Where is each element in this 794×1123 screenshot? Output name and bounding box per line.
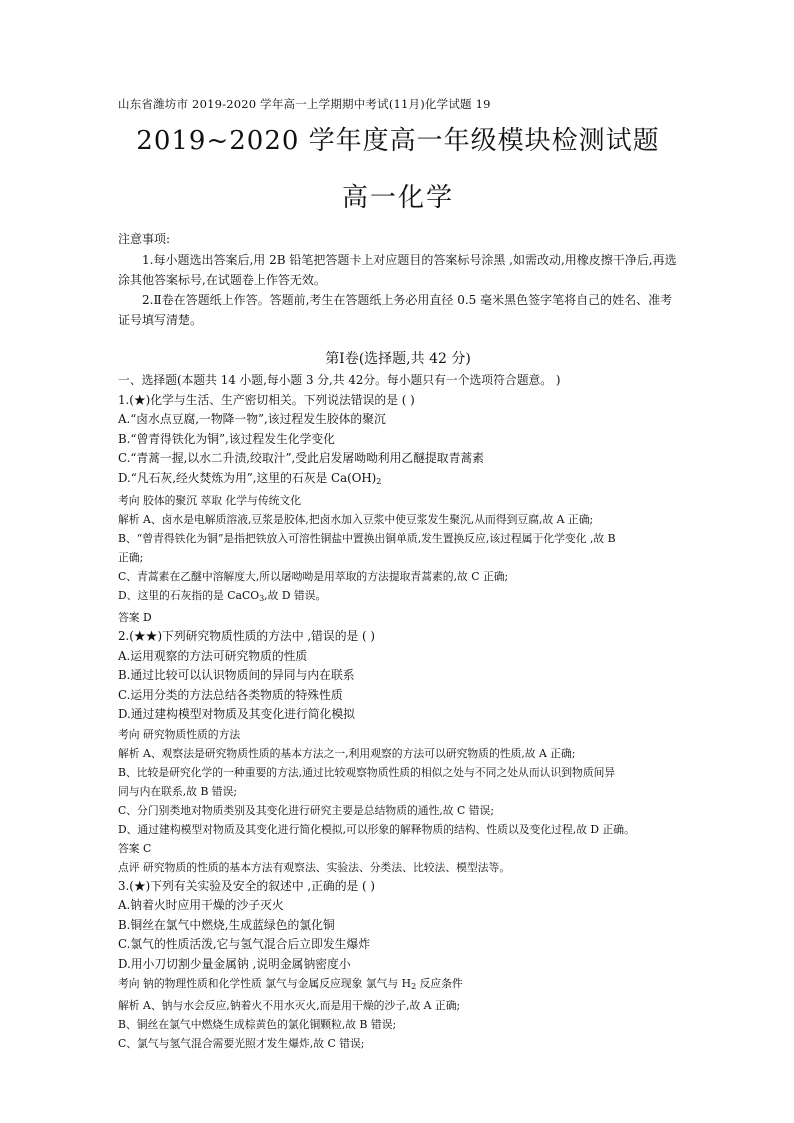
points-text: 反应条件	[416, 977, 463, 990]
section-instructions: 一、选择题(本题共 14 小题,每小题 3 分,共 42分。每小题只有一个选项符合题意。 )	[118, 373, 561, 387]
note-item: 2.Ⅱ卷在答题纸上作答。答题前,考生在答题纸上务必用直径 0.5 毫米黑色签字笔将自己的姓名、准考证号填写清楚。	[118, 293, 673, 327]
option-d-text: D.“凡石灰,经火焚炼为用”,这里的石灰是 Ca(OH)	[118, 470, 377, 485]
test-points	[118, 974, 678, 996]
comment: 点评 研究物质的性质的基本方法有观察法、实验法、分类法、比较法、模型法等。	[118, 860, 511, 874]
option-b: B.铜丝在氯气中燃烧,生成蓝绿色的氯化铜	[118, 917, 335, 932]
subscript: 2	[411, 982, 417, 991]
option-a: A.运用观察的方法可研究物质的性质	[118, 648, 308, 663]
exam-page	[118, 96, 678, 1053]
answer: 答案 D	[118, 611, 152, 624]
analysis-line: B、比较是研究化学的一种重要的方法,通过比较观察物质性质的相似之处与不同之处从而认识到物质间异	[118, 765, 616, 779]
answer: 答案 C	[118, 841, 152, 855]
option-d: D.通过建构模型对物质及其变化进行简化模拟	[118, 707, 355, 721]
option-c: C.“青蒿一握,以水二升渍,绞取汁”,受此启发屠呦呦利用乙醚提取青蒿素	[118, 451, 484, 465]
points-text: 考向 钠的物理性质和化学性质 氯气与金属反应现象 氯气与 H	[118, 977, 412, 990]
source-line: 山东省潍坊市 2019-2020 学年高一上学期期中考试(11月)化学试题 19	[118, 97, 491, 111]
subscript: 3	[259, 594, 265, 603]
test-points: 考向 胶体的聚沉 萃取 化学与传统文化	[118, 494, 302, 507]
option-a: A.“卤水点豆腐,一物降一物”,该过程发生胶体的聚沉	[118, 412, 386, 426]
analysis-line: B、铜丝在氯气中燃烧生成棕黄色的氯化铜颗粒,故 B 错误;	[118, 1018, 397, 1031]
option-a: A.钠着火时应用干燥的沙子灭火	[118, 898, 284, 912]
option-d	[118, 469, 678, 492]
analysis-line: 正确;	[118, 551, 144, 564]
note-item: 1.每小题选出答案后,用 2B 铅笔把答题卡上对应题目的答案标号涂黑 ,如需改动,用橡皮擦干净后,再选涂其他答案标号,在试题卷上作答无效。	[118, 253, 677, 287]
option-d: D.用小刀切割少量金属钠 ,说明金属钠密度小	[118, 956, 351, 971]
analysis-line: 同与内在联系,故 B 错误;	[118, 784, 238, 798]
option-c: C.氯气的性质活泼,它与氢气混合后立即发生爆炸	[118, 937, 371, 951]
option-b: B.“曾青得铁化为铜”,该过程发生化学变化	[118, 431, 335, 446]
analysis-line: C、氯气与氢气混合需要光照才发生爆炸,故 C 错误;	[118, 1037, 365, 1050]
question-stem: 1.(★)化学与生活、生产密切相关。下列说法错误的是 ( )	[118, 392, 415, 407]
analysis-line: C、青蒿素在乙醚中溶解度大,所以屠呦呦是用萃取的方法提取青蒿素的,故 C 正确;	[118, 570, 509, 583]
analysis-text: D、这里的石灰指的是 CaCO	[118, 589, 260, 602]
option-b: B.通过比较可以认识物质间的异同与内在联系	[118, 668, 355, 682]
analysis-text: ,故 D 错误。	[264, 589, 327, 602]
question-stem: 2.(★★)下列研究物质性质的方法中 ,错误的是 ( )	[118, 629, 376, 643]
notes-heading: 注意事项:	[118, 232, 171, 246]
analysis-line: 解析 A、卤水是电解质溶液,豆浆是胶体,把卤水加入豆浆中使豆浆发生聚沉,从而得到豆腐,故 A 正确;	[118, 513, 594, 526]
subscript: 2	[376, 476, 382, 486]
analysis-line: 解析 A、钠与水会反应,钠着火不用水灭火,而是用干燥的沙子,故 A 正确;	[118, 999, 461, 1012]
question-stem: 3.(★)下列有关实验及安全的叙述中 ,正确的是 ( )	[118, 878, 376, 893]
subject-title: 高一化学	[341, 183, 454, 213]
analysis-line	[118, 586, 678, 608]
test-points: 考向 研究物质性质的方法	[118, 727, 241, 741]
analysis-line: B、“曾青得铁化为铜”是指把铁放入可溶性铜盐中置换出铜单质,发生置换反应,该过程属于化学变化 ,故 B	[118, 532, 616, 545]
option-c: C.运用分类的方法总结各类物质的特殊性质	[118, 687, 343, 702]
analysis-line: 解析 A、观察法是研究物质性质的基本方法之一,利用观察的方法可以研究物质的性质,故 A 正确;	[118, 746, 576, 760]
analysis-line: C、分门别类地对物质类别及其变化进行研究主要是总结物质的通性,故 C 错误;	[118, 803, 494, 817]
analysis-line: D、通过建构模型对物质及其变化进行简化模拟,可以形象的解释物质的结构、性质以及变化过程,故 D 正确。	[118, 822, 635, 836]
part-title: 第Ⅰ卷(选择题,共 42 分)	[325, 351, 471, 367]
exam-title: 2019~2020 学年度高一年级模块检测试题	[136, 126, 660, 156]
